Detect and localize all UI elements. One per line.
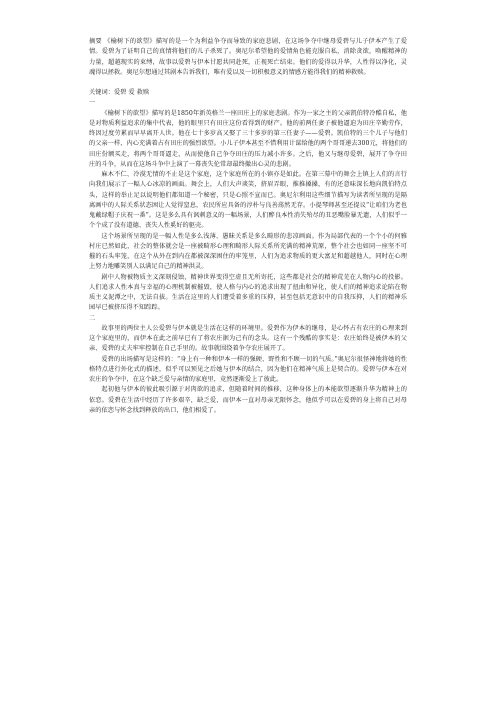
document-page xyxy=(89,37,407,416)
paragraph: 这个场景所呈现的是一幅人性是多么浅薄、愚昧关系是多么畸形的悲凉画面。作为局部代表的一个个小的何雅村庄已然如此，社会的整体就会是一座被畸形心理和畸形人际关系所充满的精神荒原，整个社会也如同一座坚不可摧的石头牢笼，在这个从外在到内在都被深深困住的牢笼里，人们为追求物质的更大富足和超越他人，同时在心理上努力地雕笑别人以满足自己的精神洪灵。 xyxy=(89,232,407,271)
section-number-2: 二 xyxy=(89,314,96,322)
section-number-1: 一 xyxy=(89,99,96,107)
paragraph: 《榆树下的欲望》描写的是1850年新英格兰一座田庄上的家庭悲剧。作为一家之主的父亲凯伯特冷酷自私，他是对物质利益追求的集中代表，他的眼里只有田庄这份看得到的财产。他的前两任妻子被他逼迫为田庄辛勤劳作，终因过度劳累而早早离开人世。他在七十多岁高又娶了三十多岁的第三任妻子——爱碧。凯伯特的三个儿子与他们的父亲一样，内心充满着占有田庄的强烈欲望。小儿子伊本甚至不惜利用计谋给他的两个哥哥递去300元，将他们的田庄份额买走，将两个哥哥逼走，从而使他自己争夺田庄的压力减小许多。之后，他又与继母爱碧，展开了争夺田庄的斗争，从而在这场斗争中上演了一幕丧失伦常却最终撤出心灵的悲剧。 xyxy=(89,109,407,168)
keywords: 关键词：爱碧 爱 救赎 xyxy=(89,89,150,96)
paragraph: 剧中人物被物质主义深刻侵蚀，精神世界变得空虚且无所寄托，这些都是社会的精神荒芜在人物内心的投影。人们追求人性本真与幸福的心理机制被摧毁，使人格与内心的追求出现了扭曲和异化，使人们的精神追求论陷在物质主义泥潭之中，无法自拔。生活在这里的人们遭受着多重的压抑，甚至包括无意识中的自我压抑，人们的精神乐园早已被挤压得不知踪踪。 xyxy=(89,273,407,312)
paragraph: 麻木不仁、冷漠无情的不止是这个家庭，这个家庭所在的小镇亦是如此。在第三幕中的舞会上镇上人们的言行向我们展示了一幅人心冰凉的画面。舞会上，人们大声谈笑，挤眉弄眼，推推搡搡，有的还意味深长地向凯伯特点头，这样的举止足以说明他们都知道一个秘密，只是心照不宣而已。奥尼尔利用这些细节描写为读者所呈现的是隔离画中的人际关系状态困让人觉得窒息，农民所应具备的淳朴与良善荡然无存。小提琴师甚至还提议“让咱们为老也鬼戴绿帽子庆祝一番”。这是多么具有讽刺意义的一幅场景，人们醉良本性消失殆尽的丑恶嘴脸暴无遗，人们似乎一个个成了没有道德、丧失人性奚好的驱壳。 xyxy=(89,171,407,230)
abstract: 摘要 《榆树下的欲望》描写的是一个为利益争夺而导致的家庭悲剧，在这场争夺中继母爱碧与儿子伊本产生了爱情。爱碧为了证明自己的真情将他们的儿子杀死了。奥尼尔希望他的爱情角色能克服自私，消除贪欲，唤醒精神的力量，超越现实的束缚，故事以爱碧与伊本甘愿共同赴死，正视死亡结束。他们的爱得以升华，人性得以净化，灵魂得以拯救。奥尼尔想通过其剧本告诉我们，唯有爱以及一切积极意义的情感方能得我们的精神救赎。 xyxy=(89,38,407,76)
paragraph: 故事里的两位主人公爱碧与伊本就是生活在这样的环境里。爱碧作为伊本的继母，是心怀占有农庄的心理来到这个家庭里的，而伊本在此之前早已有了将农庄据为己有的念头。这有一个残酷的事实是：农庄始终是被伊本的父亲、爱碧的丈夫牢牢控制在自己手里的。故事就围绕着争夺农庄展开了。 xyxy=(89,324,407,353)
paragraph: 起初他与伊本的彼此吸引源于对肉欲的追求，但随着时间的推移，这种身体上的本能欲望逐渐升华为精神上的依恋。爱碧在生活中经历了许多艰辛，缺乏爱，而伊本一直对母亲无限怀念，他似乎可以在爱碧的身上将自己对母亲的依恋与怀念找到释放的出口，他们相爱了。 xyxy=(89,386,407,414)
paragraph: 爱碧的出场描写是这样的：“身上有一种和伊本一样的强硬、野性和不顾一切的气质。”奥尼尔很怪神地将她的性格特点进行外化式的描述，似乎可以预见之后她与伊本的结合，因为他们在精神气质上是契合的。爱碧与伊本在对农庄的争夺中，在这个缺乏爱与亲情的家庭里，竟然逐渐爱上了彼此。 xyxy=(89,355,407,383)
